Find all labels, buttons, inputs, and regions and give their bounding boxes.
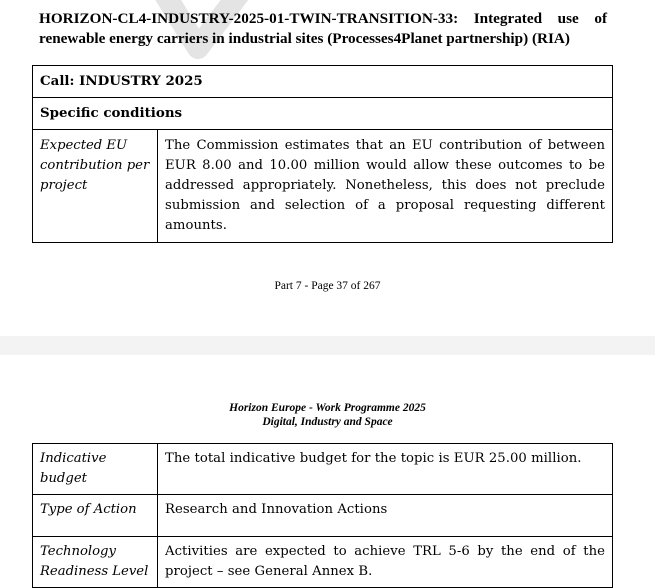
row-value: Research and Innovation Actions	[158, 495, 613, 537]
specific-conditions-table-bottom	[32, 443, 613, 588]
page-header	[0, 401, 655, 429]
specific-conditions-table-top	[32, 65, 613, 243]
page-separator	[0, 336, 655, 355]
page-header-line-2: Digital, Industry and Space	[262, 416, 393, 428]
row-label: Expected EU contribution per project	[33, 130, 158, 243]
specific-conditions-heading: Specific conditions	[33, 98, 613, 130]
call-row	[33, 66, 613, 98]
row-value: The Commission estimates that an EU contribution of between EUR 8.00 and 10.00 million would allow these outcomes to be addressed appropriately. Nonetheless, this does not preclude submission and selection of a proposal requesting different amounts.	[158, 130, 613, 243]
row-value: Activities are expected to achieve TRL 5-6 by the end of the project – see General Annex B.	[158, 537, 613, 588]
topic-title-line-2: renewable energy carriers in industrial sites (Processes4Planet partnership) (RIA)	[39, 30, 570, 47]
table-row	[33, 495, 613, 537]
table-row	[33, 537, 613, 588]
row-label: Technology Readiness Level	[33, 537, 158, 588]
row-label: Indicative budget	[33, 444, 158, 495]
table-row	[33, 130, 613, 243]
topic-title-line-1: HORIZON-CL4-INDUSTRY-2025-01-TWIN-TRANSITION-33: Integrated use of	[39, 10, 607, 27]
topic-title	[39, 9, 607, 49]
call-heading: Call: INDUSTRY 2025	[33, 66, 613, 98]
section-row	[33, 98, 613, 130]
page-footer: Part 7 - Page 37 of 267	[274, 280, 381, 292]
page-header-line-1: Horizon Europe - Work Programme 2025	[229, 402, 426, 414]
table-row	[33, 444, 613, 495]
row-value: The total indicative budget for the topic is EUR 25.00 million.	[158, 444, 613, 495]
row-label: Type of Action	[33, 495, 158, 537]
